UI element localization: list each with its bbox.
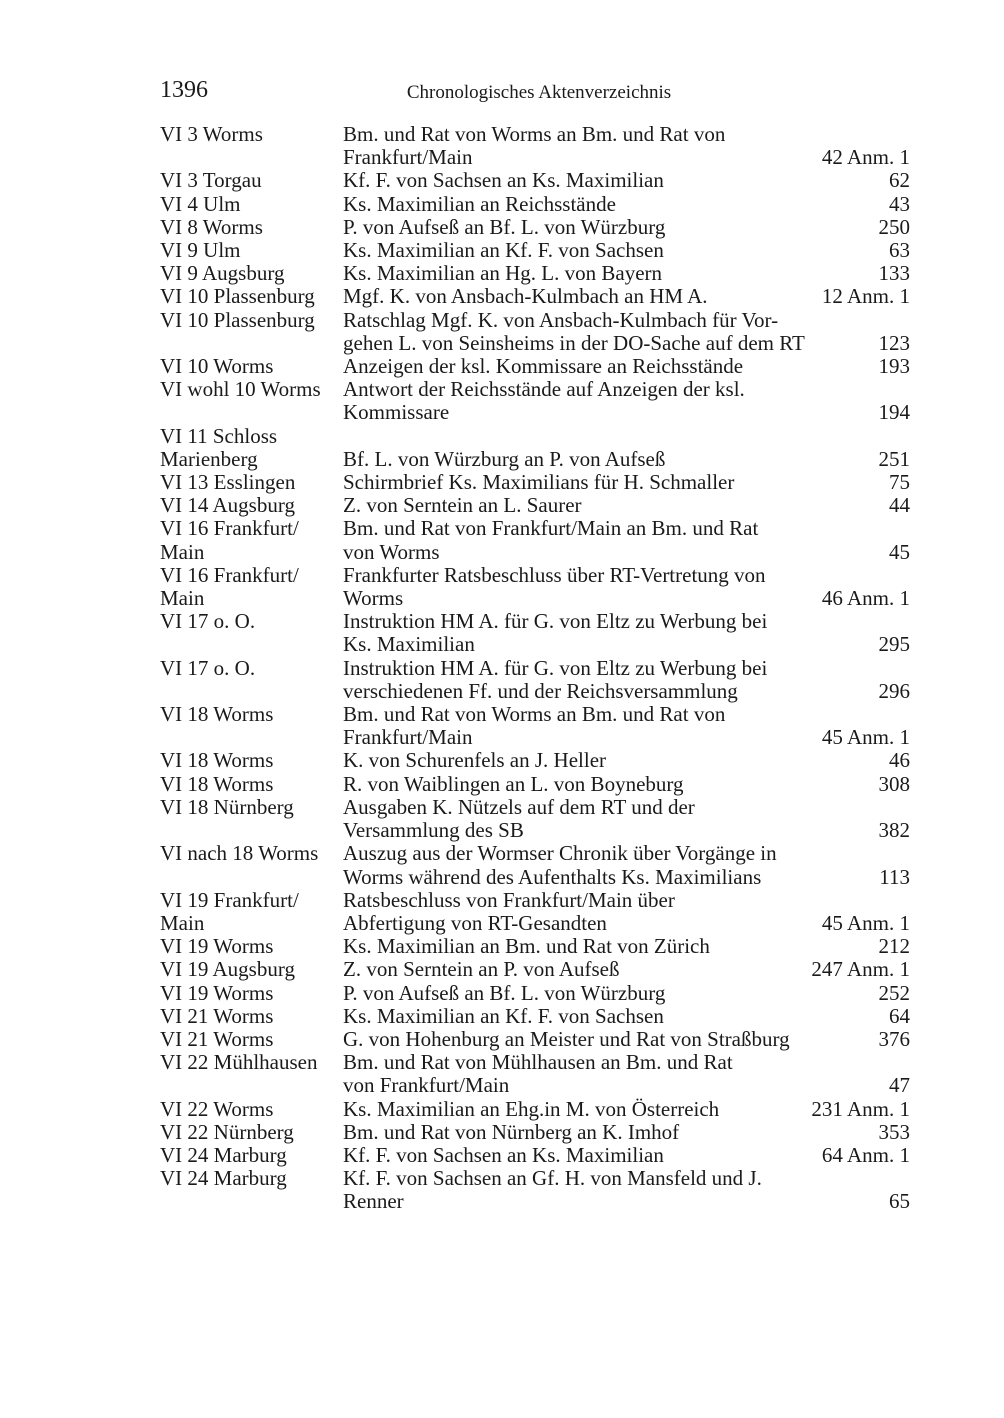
entry-date: VI 24 Marburg xyxy=(160,1166,287,1191)
list-item xyxy=(160,842,910,888)
entry-text: Ks. Maximilian an Ehg.in M. von Österreich xyxy=(343,1096,720,1121)
entry-body xyxy=(343,517,910,563)
entry-text: Bm. und Rat von Worms an Bm. und Rat von xyxy=(343,122,726,146)
entry-reference: 251 xyxy=(878,446,910,471)
entry-body xyxy=(343,610,910,656)
entry-text: Kommissare xyxy=(343,400,450,425)
entry-body xyxy=(343,169,910,192)
entry-text: Schirmbrief Ks. Maximilians für H. Schmaller xyxy=(343,470,735,495)
entry-date: VI 21 Worms xyxy=(160,1026,274,1051)
entry-body xyxy=(343,285,910,308)
entry-text: Ks. Maximilian xyxy=(343,632,475,657)
entry-reference: 75 xyxy=(889,470,910,495)
entry-body xyxy=(343,1005,910,1028)
page-header xyxy=(160,77,910,107)
entry-date: VI 17 o. O. xyxy=(160,609,256,634)
entry-reference: 252 xyxy=(878,980,910,1005)
entry-text: Antwort der Reichsstände auf Anzeigen der ksl. xyxy=(343,377,745,402)
entry-text: G. von Hohenburg an Meister und Rat von Straßburg xyxy=(343,1026,790,1051)
entry-text: Kf. F. von Sachsen an Ks. Maximilian xyxy=(343,1142,664,1167)
entry-text: Bm. und Rat von Frankfurt/Main an Bm. und Rat xyxy=(343,516,759,541)
list-item xyxy=(160,425,910,471)
entry-text: Auszug aus der Wormser Chronik über Vorgänge in xyxy=(343,841,777,866)
entry-reference: 295 xyxy=(878,632,910,657)
entry-body xyxy=(343,1051,910,1097)
list-item xyxy=(160,1028,910,1051)
entry-body xyxy=(343,1144,910,1167)
entry-reference: 250 xyxy=(878,214,910,239)
entry-reference: 45 Anm. 1 xyxy=(821,910,910,935)
entry-date: VI 3 Worms xyxy=(160,122,263,146)
list-item xyxy=(160,796,910,842)
entry-text: Ratschlag Mgf. K. von Ansbach-Kulmbach für Vor- xyxy=(343,307,779,332)
entry-reference: 231 Anm. 1 xyxy=(811,1096,910,1121)
entry-body xyxy=(343,958,910,981)
entry-reference: 194 xyxy=(878,400,910,425)
list-item xyxy=(160,262,910,285)
entry-text: Ks. Maximilian an Bm. und Rat von Zürich xyxy=(343,934,710,959)
list-item xyxy=(160,982,910,1005)
list-item xyxy=(160,285,910,308)
entry-date: VI 19 Worms xyxy=(160,980,274,1005)
list-item xyxy=(160,216,910,239)
list-item xyxy=(160,193,910,216)
entry-reference: 45 Anm. 1 xyxy=(821,725,910,750)
entry-text: Worms während des Aufenthalts Ks. Maximilians xyxy=(343,864,762,889)
entry-text: Renner xyxy=(343,1189,404,1214)
entry-date: VI 22 Nürnberg xyxy=(160,1119,294,1144)
entry-text: Bf. L. von Würzburg an P. von Aufseß xyxy=(343,446,666,471)
entry-text: Kf. F. von Sachsen an Gf. H. von Mansfeld und J. xyxy=(343,1166,762,1191)
entry-text: Ks. Maximilian an Kf. F. von Sachsen xyxy=(343,238,664,263)
entry-reference: 44 xyxy=(889,493,910,518)
list-item xyxy=(160,958,910,981)
entry-date: VI 11 Schloss Marienberg xyxy=(160,423,278,471)
list-item xyxy=(160,703,910,749)
entry-reference: 65 xyxy=(889,1189,910,1214)
entry-date: VI 21 Worms xyxy=(160,1003,274,1028)
entry-body xyxy=(343,425,910,471)
entry-text: gehen L. von Seinsheims in der DO-Sache auf dem RT xyxy=(343,330,805,355)
entry-text: Ks. Maximilian an Kf. F. von Sachsen xyxy=(343,1003,664,1028)
list-item xyxy=(160,471,910,494)
entry-reference: 308 xyxy=(878,771,910,796)
entry-date: VI wohl 10 Worms xyxy=(160,377,321,402)
page-number: 1396 xyxy=(160,77,208,103)
list-item xyxy=(160,564,910,610)
entry-text: Ausgaben K. Nützels auf dem RT und der xyxy=(343,794,695,819)
entry-text: Mgf. K. von Ansbach-Kulmbach an HM A. xyxy=(343,284,708,309)
entry-reference: 193 xyxy=(878,354,910,379)
entry-body xyxy=(343,239,910,262)
list-item xyxy=(160,1098,910,1121)
entry-text: verschiedenen Ff. und der Reichsversammlung xyxy=(343,678,738,703)
entry-reference: 113 xyxy=(879,864,910,889)
entry-body xyxy=(343,1098,910,1121)
list-item xyxy=(160,239,910,262)
entry-date: VI 10 Plassenburg xyxy=(160,307,315,332)
entry-reference: 133 xyxy=(878,261,910,286)
entry-date: VI 18 Worms xyxy=(160,748,274,773)
entry-reference: 382 xyxy=(878,818,910,843)
list-item xyxy=(160,494,910,517)
entry-body xyxy=(343,1167,910,1213)
list-item xyxy=(160,749,910,772)
entry-date: VI 18 Worms xyxy=(160,771,274,796)
entry-body xyxy=(343,564,910,610)
entry-date: VI 16 Frankfurt/ Main xyxy=(160,516,299,564)
entry-reference: 46 Anm. 1 xyxy=(821,586,910,611)
entry-body xyxy=(343,749,910,772)
entry-body xyxy=(343,309,910,355)
entry-text: von Frankfurt/Main xyxy=(343,1073,510,1098)
entry-body xyxy=(343,355,910,378)
entry-date: VI 16 Frankfurt/ Main xyxy=(160,562,299,611)
entry-text: Frankfurt/Main xyxy=(343,725,473,750)
entry-body xyxy=(343,262,910,285)
list-item xyxy=(160,1051,910,1097)
entry-reference: 46 xyxy=(889,748,910,773)
running-title: Chronologisches Aktenverzeichnis xyxy=(406,82,672,103)
entry-date: VI 10 Worms xyxy=(160,354,274,379)
entry-text: von Worms xyxy=(343,539,440,564)
list-item xyxy=(160,517,910,563)
entry-reference: 123 xyxy=(878,330,910,355)
entry-reference: 47 xyxy=(889,1073,910,1098)
entry-date: VI 3 Torgau xyxy=(160,168,262,193)
entry-date: VI 19 Frankfurt/ Main xyxy=(160,887,299,935)
list-item xyxy=(160,1121,910,1144)
entry-reference: 376 xyxy=(878,1026,910,1051)
entry-text: Instruktion HM A. für G. von Eltz zu Werbung bei xyxy=(343,655,768,680)
entry-text: Z. von Serntein an P. von Aufseß xyxy=(343,957,620,982)
entry-date: VI 22 Worms xyxy=(160,1096,274,1121)
entry-reference: 43 xyxy=(889,191,910,216)
entry-date: VI 13 Esslingen xyxy=(160,470,296,495)
entry-date: VI 18 Worms xyxy=(160,702,274,727)
entry-text: Ratsbeschluss von Frankfurt/Main über xyxy=(343,887,675,912)
entry-date: VI 10 Plassenburg xyxy=(160,284,315,309)
list-item xyxy=(160,657,910,703)
entry-reference: 42 Anm. 1 xyxy=(821,145,910,170)
entry-reference: 212 xyxy=(878,934,910,959)
entry-reference: 63 xyxy=(889,238,910,263)
entry-text: Ks. Maximilian an Reichsstände xyxy=(343,191,616,216)
entry-date: VI 14 Augsburg xyxy=(160,493,295,518)
list-item xyxy=(160,889,910,935)
entry-text: Kf. F. von Sachsen an Ks. Maximilian xyxy=(343,168,664,193)
entry-list xyxy=(160,123,910,1214)
list-item xyxy=(160,355,910,378)
entry-reference: 64 xyxy=(889,1003,910,1028)
entry-text: Abfertigung von RT-Gesandten xyxy=(343,910,607,935)
entry-text: Ks. Maximilian an Hg. L. von Bayern xyxy=(343,261,663,286)
entry-date: VI 8 Worms xyxy=(160,214,263,239)
entry-date: VI nach 18 Worms xyxy=(160,841,319,866)
entry-text: P. von Aufseß an Bf. L. von Würzburg xyxy=(343,980,666,1005)
entry-body xyxy=(343,773,910,796)
entry-body xyxy=(343,494,910,517)
entry-text: Instruktion HM A. für G. von Eltz zu Werbung bei xyxy=(343,609,768,634)
entry-date: VI 9 Ulm xyxy=(160,238,241,263)
entry-reference: 64 Anm. 1 xyxy=(821,1142,910,1167)
entry-text: Bm. und Rat von Worms an Bm. und Rat von xyxy=(343,702,726,727)
entry-body xyxy=(343,982,910,1005)
entry-text: Anzeigen der ksl. Kommissare an Reichsstände xyxy=(343,354,744,379)
list-item xyxy=(160,309,910,355)
list-item xyxy=(160,1005,910,1028)
entry-reference: 353 xyxy=(878,1119,910,1144)
entry-body xyxy=(343,193,910,216)
entry-text: R. von Waiblingen an L. von Boyneburg xyxy=(343,771,684,796)
entry-text xyxy=(343,425,348,448)
entry-body xyxy=(343,935,910,958)
entry-date: VI 24 Marburg xyxy=(160,1142,287,1167)
entry-reference: 62 xyxy=(889,168,910,193)
entry-body xyxy=(343,1028,910,1051)
entry-body xyxy=(343,842,910,888)
entry-date: VI 9 Augsburg xyxy=(160,261,285,286)
entry-body xyxy=(343,123,910,169)
entry-text: Frankfurter Ratsbeschluss über RT-Vertretung von xyxy=(343,562,766,587)
entry-date: VI 18 Nürnberg xyxy=(160,794,294,819)
entry-text: Frankfurt/Main xyxy=(343,145,473,170)
entry-text: K. von Schurenfels an J. Heller xyxy=(343,748,607,773)
list-item xyxy=(160,1144,910,1167)
entry-body xyxy=(343,378,910,424)
list-item xyxy=(160,1167,910,1213)
list-item xyxy=(160,169,910,192)
entry-body xyxy=(343,657,910,703)
entry-text: Worms xyxy=(343,586,404,611)
entry-reference: 247 Anm. 1 xyxy=(811,957,910,982)
entry-text: Bm. und Rat von Nürnberg an K. Imhof xyxy=(343,1119,680,1144)
entry-date: VI 19 Augsburg xyxy=(160,957,295,982)
entry-date: VI 22 Mühlhausen xyxy=(160,1050,318,1075)
entry-text: Versammlung des SB xyxy=(343,818,524,843)
entry-body xyxy=(343,216,910,239)
entry-body xyxy=(343,471,910,494)
entry-body xyxy=(343,703,910,749)
list-item xyxy=(160,935,910,958)
entry-reference: 12 Anm. 1 xyxy=(821,284,910,309)
entry-date: VI 4 Ulm xyxy=(160,191,241,216)
entry-reference: 296 xyxy=(878,678,910,703)
entry-body xyxy=(343,889,910,935)
entry-date: VI 17 o. O. xyxy=(160,655,256,680)
entry-body xyxy=(343,796,910,842)
list-item xyxy=(160,123,910,169)
list-item xyxy=(160,773,910,796)
list-item xyxy=(160,610,910,656)
entry-text: P. von Aufseß an Bf. L. von Würzburg xyxy=(343,214,666,239)
entry-body xyxy=(343,1121,910,1144)
entry-reference: 45 xyxy=(889,539,910,564)
entry-text: Bm. und Rat von Mühlhausen an Bm. und Rat xyxy=(343,1050,733,1075)
entry-text: Z. von Serntein an L. Saurer xyxy=(343,493,582,518)
entry-date: VI 19 Worms xyxy=(160,934,274,959)
list-item xyxy=(160,378,910,424)
